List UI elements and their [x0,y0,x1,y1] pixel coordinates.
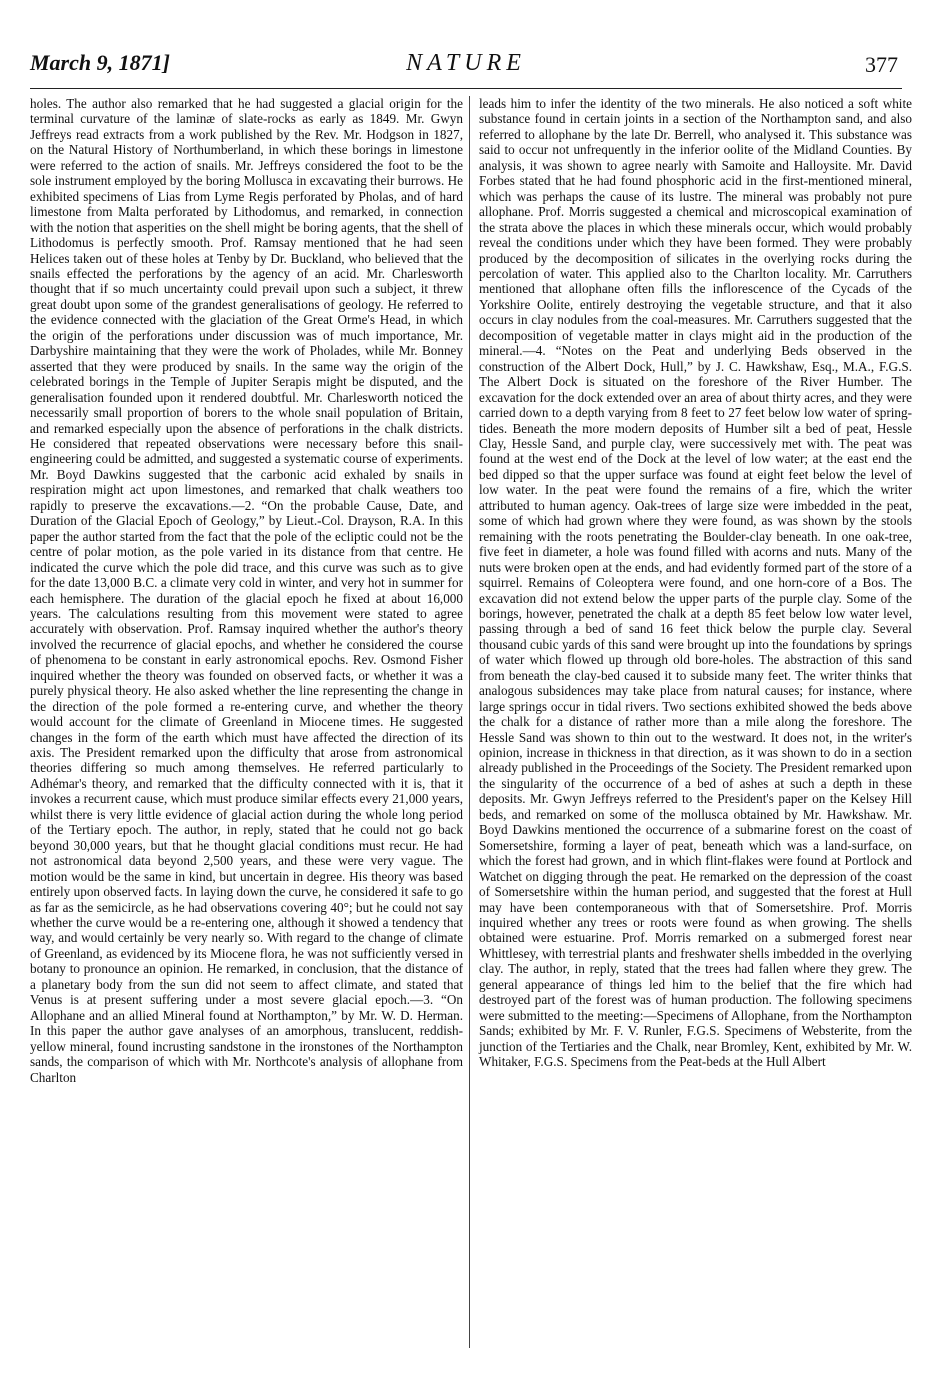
issue-date: March 9, 1871] [30,50,170,75]
left-column-text: holes. The author also remarked that he had suggested a glacial origin for the terminal curvature of the laminæ of slate-rocks as early as 1849. Mr. Gwyn Jeffreys read extracts from a work published by the Rev. Mr. Hodgson in 1827, on the Natural History of Northumberland, in which these borings in limestone were referred to the action of snails. Mr. Jeffreys considered the foot to be the sole instrument employed by the boring Mollusca in excavating their burrows. He exhibited specimens of Lias from Lyme Regis perforated by Pholas, and of hard limestone from Malta perforated by Lithodomus, and remarked, in connection with the notion that asperities on the shell might be boring agents, that the shell of Lithodomus is perfectly smooth. Prof. Ramsay mentioned that he had seen Helices taken out of these holes at Tenby by Dr. Buckland, who believed that the snails effected the perforations by the agency of an acid. Mr. Charlesworth thought that if so much uncertainty could prevail upon such a subject, it threw great doubt upon some of the grandest generalisations of geology. He referred to the evidence connected with the glaciation of the Great Orme's Head, in which the origin of the perforations under discussion was of much importance, Mr. Darbyshire maintaining that they were the work of Pholades, while Mr. Bonney asserted that they were produced by snails. In the same way the origin of the celebrated borings in the Temple of Jupiter Serapis might be disputed, and the generalisation founded upon it rendered doubtful. Mr. Charlesworth noticed the necessarily small proportion of borers to the whole snail population of Britain, and remarked especially upon the absence of perforations in the chalk districts. He considered that repeated observations were necessary before this snail-engineering could be admitted, and suggested a systematic course of experiments. Mr. Boyd Dawkins suggested that the carbonic acid exhaled by snails in respiration might act upon limestones, and remarked that chalk weathers too rapidly to preserve the excavations.—2. “On the probable Cause, Date, and Duration of the Glacial Epoch of Geology,” by Lieut.-Col. Drayson, R.A. In this paper the author started from the fact that the pole of the ecliptic could not be the centre of polar motion, as the pole varied in its distance from that centre. He indicated the curve which the pole did trace, and this curve was such as to give for the date 13,000 B.C. a climate very cold in winter, and very hot in summer for each hemisphere. The duration of the glacial epoch he fixed at about 16,000 years. The calculations resulting from this movement were stated to agree accurately with observation. Prof. Ramsay inquired whether the author's theory involved the recurrence of glacial epochs, and whether he considered the course of phenomena to be constant in early astronomical epochs. Rev. Osmond Fisher inquired whether the theory was founded on observed facts, or whether it was a purely physical theory. He also asked whether the line representing the change in the direction of the pole formed a re-entering curve, and whether the theory would account for the climate of Greenland in Miocene times. He suggested changes in the form of the earth which must have affected the direction of its axis. The President remarked upon the difficulty that arose from astronomical theories differing so much among themselves. He referred particularly to Adhémar's theory, and remarked that the difficulty connected with it is, that it invokes a recurrent cause, which must produce similar effects every 21,000 years, whilst there is very little evidence of glacial action during the whole long period of the Tertiary epoch. The author, in reply, stated that he could not go back beyond 30,000 years, but that he thought glacial conditions must recur. He had not astronomical data beyond 2,500 years, and these were very vague. The motion would be the same in kind, but uncertain in degree. His theory was based entirely upon observed facts. In laying down the curve, he considered it safe to go as far as the semicircle, as he had observations covering 40°; but he could not say whether the curve would be a re-entering one, although it showed a tendency that way, and would certainly be very nearly so. With regard to the change of climate of Greenland, as evidenced by its Miocene flora, he was not sufficiently versed in botany to pronounce an opinion. He remarked, in conclusion, that the distance of a planetary body from the sun did not seem to affect climate, and stated that Venus is at present suffering under a most severe glacial epoch.—3. “On Allophane and an allied Mineral found at Northampton,” by Mr. W. D. Herman. In this paper the author gave analyses of an amorphous, translucent, reddish-yellow mineral, found incrusting sandstone in the ironstones of the Northampton sands, the comparison of which with Mr. Northcote's analysis of allophane from Charlton [30,96,463,1085]
journal-title: NATURE [406,50,526,76]
left-column [30,96,463,1085]
right-column [479,96,912,1070]
right-column-text: leads him to infer the identity of the two minerals. He also noticed a soft white substance found in certain joints in a section of the Northampton sand, and also referred to allophane by the late Dr. Berrell, who analysed it. This substance was said to occur not unfrequently in the inferior oolite of the Midland Counties. By analysis, it was shown to agree nearly with Samoite and Halloysite. Mr. David Forbes stated that he had found phosphoric acid in the first-mentioned mineral, which was perhaps the cause of its lustre. The mineral was probably not pure allophane. Prof. Morris suggested a chemical and microscopical examination of the strata above the places in which these minerals occur, which would probably reveal the conditions under which they have been formed. They were probably produced by the decomposition of silicates in the overlying rocks during the percolation of water. This applied also to the Charlton locality. Mr. Carruthers mentioned that allophane often fills the inflorescence of the Cycads of the Yorkshire Oolite, entirely destroying the vegetable structure, and that it also occurs in clay nodules from the coal-measures. Mr. Carruthers suggested that the decomposition of vegetable matter in clays might aid in the production of the mineral.—4. “Notes on the Peat and underlying Beds observed in the construction of the Albert Dock, Hull,” by J. C. Hawkshaw, Esq., M.A., F.G.S. The Albert Dock is situated on the foreshore of the River Humber. The excavation for the dock extended over an area of about thirty acres, and they were carried down to a depth varying from 8 feet to 27 feet below low water of spring-tides. Beneath the more modern deposits of Humber silt a bed of peat, Hessle Clay, Hessle Sand, and purple clay, were successively met with. The peat was found at the west end of the Dock at the level of low water; at the east end the bed dipped so that the upper surface was found at eight feet below the level of low water. In the peat were found the remains of a fire, which the writer attributed to human agency. Oak-trees of large size were imbedded in the peat, some of which had grown where they were found, as was shown by the stools remaining with the roots penetrating the Boulder-clay beneath. In one oak-tree, five feet in diameter, a hole was found filled with acorns and nuts. Many of the nuts were broken open at the ends, and had evidently formed part of the store of a squirrel. Remains of Coleoptera were found, and one horn-core of a Bos. The excavation did not extend below the upper parts of the purple clay. Some of the borings, however, penetrated the chalk at a depth 85 feet below low water level, passing through a bed of sand 16 feet thick below the purple clay. Several thousand cubic yards of this sand were brought up into the foundations by springs of water which flowed up through old bore-holes. The abstraction of this sand from beneath the clay-bed caused it to subside many feet. The writer thinks that analogous subsidences may take place from natural causes; for instance, where large springs occur in tidal rivers. Two sections exhibited showed the beds above the chalk for a distance of rather more than a mile along the foreshore. The Hessle Sand was shown to thin out to the westward. It does not, in the writer's opinion, increase in thickness in that direction, as it was shown to do in a section already published in the Proceedings of the Society. The President remarked upon the singularity of the occurrence of a bed of ashes at such a depth in these deposits. Mr. Gwyn Jeffreys referred to the President's paper on the Kelsey Hill beds, and remarked on some of the mollusca obtained by Mr. Hawkshaw. Mr. Boyd Dawkins mentioned the occurrence of a submarine forest on the coast of Somersetshire, forming a layer of peat, beneath which was a land-surface, on which the forest had grown, and in which flint-flakes were found at Portlock and Watchet on digging through the peat. He remarked on the depression of the coast of Somersetshire within the human period, and suggested that the forest at Hull may have been contemporaneous with that of Somersetshire. Prof. Morris inquired whether any trees or roots were found as when growing. The shells obtained were estuarine. Prof. Morris remarked on a submerged forest near Whittlesey, with terrestrial plants and freshwater shells imbedded in the overlying clay. The author, in reply, stated that the trees had fallen where they grew. The general appearance of things led him to the belief that the fire which had destroyed part of the forest was of human production. The following specimens were submitted to the meeting:—Specimens of Allophane, from the Northampton Sands; exhibited by Mr. F. V. Runler, F.G.S. Specimens of Websterite, from the junction of the Tertiaries and the Chalk, near Bromley, Kent, exhibited by Mr. W. Whitaker, F.G.S. Specimens from the Peat-beds at the Hull Albert [479,96,912,1070]
page-number: 377 [865,52,898,77]
column-divider [469,96,470,1348]
running-header [30,50,902,89]
